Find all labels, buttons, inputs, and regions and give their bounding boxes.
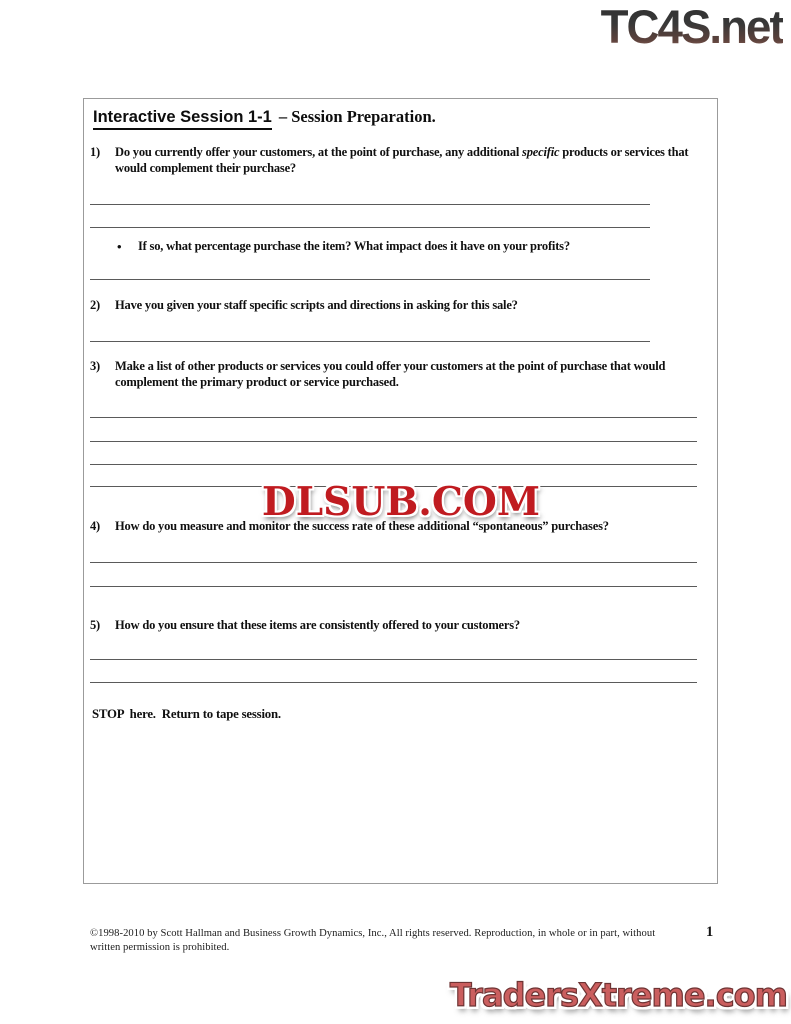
question-1-text-italic: specific	[522, 145, 560, 159]
question-1-text-pre: Do you currently offer your customers, at the point of purchase, any additional	[115, 145, 523, 159]
question-4-text: How do you measure and monitor the success rate of these additional “spontaneous” purchases?	[115, 519, 609, 533]
answer-line	[90, 279, 650, 280]
answer-line	[90, 682, 697, 683]
worksheet-title-suffix: – Session Preparation.	[278, 107, 436, 126]
question-4-number: 4)	[90, 519, 101, 533]
question-5-text: How do you ensure that these items are consistently offered to your customers?	[115, 618, 520, 632]
bullet-marker: •	[117, 239, 122, 254]
worksheet-title-main: Interactive Session 1-1	[93, 108, 272, 130]
tradersxtreme-logo-watermark: TradersXtreme.com	[449, 976, 787, 1014]
question-5-number: 5)	[90, 618, 101, 632]
stop-instruction: STOP here. Return to tape session.	[92, 707, 281, 721]
question-3-number: 3)	[90, 359, 101, 373]
copyright-notice: ©1998-2010 by Scott Hallman and Business Growth Dynamics, Inc., All rights reserved. Reproduction, in whole or in part, without written permission is prohibited.	[90, 928, 656, 953]
answer-line	[90, 227, 650, 228]
bullet-subquestion-text: If so, what percentage purchase the item? What impact does it have on your profits?	[138, 239, 570, 253]
answer-line	[90, 562, 697, 563]
question-2-text: Have you given your staff specific scripts and directions in asking for this sale?	[115, 298, 518, 312]
question-1-text-post: products or services that would complement their purchase?	[115, 145, 689, 175]
bullet-subquestion	[117, 239, 678, 255]
answer-line	[90, 341, 650, 342]
question-1-text	[115, 145, 713, 177]
answer-line	[90, 204, 650, 205]
tc4s-logo-watermark: TC4S.net	[601, 0, 783, 56]
dlsub-logo-watermark: DLSUB.COM	[261, 479, 541, 525]
worksheet-title	[93, 107, 436, 130]
answer-line	[90, 417, 697, 418]
answer-line	[90, 464, 697, 465]
question-2	[90, 298, 713, 314]
answer-line	[90, 586, 697, 587]
question-3-text: Make a list of other products or services you could offer your customers at the point of purchase that would complement the primary product or service purchased.	[115, 359, 666, 389]
question-2-number: 2)	[90, 298, 101, 312]
question-1	[90, 145, 713, 177]
question-5	[90, 618, 713, 634]
question-3	[90, 359, 713, 391]
answer-line	[90, 659, 697, 660]
answer-line	[90, 441, 697, 442]
page-number: 1	[706, 924, 714, 940]
question-1-number: 1)	[90, 145, 101, 159]
